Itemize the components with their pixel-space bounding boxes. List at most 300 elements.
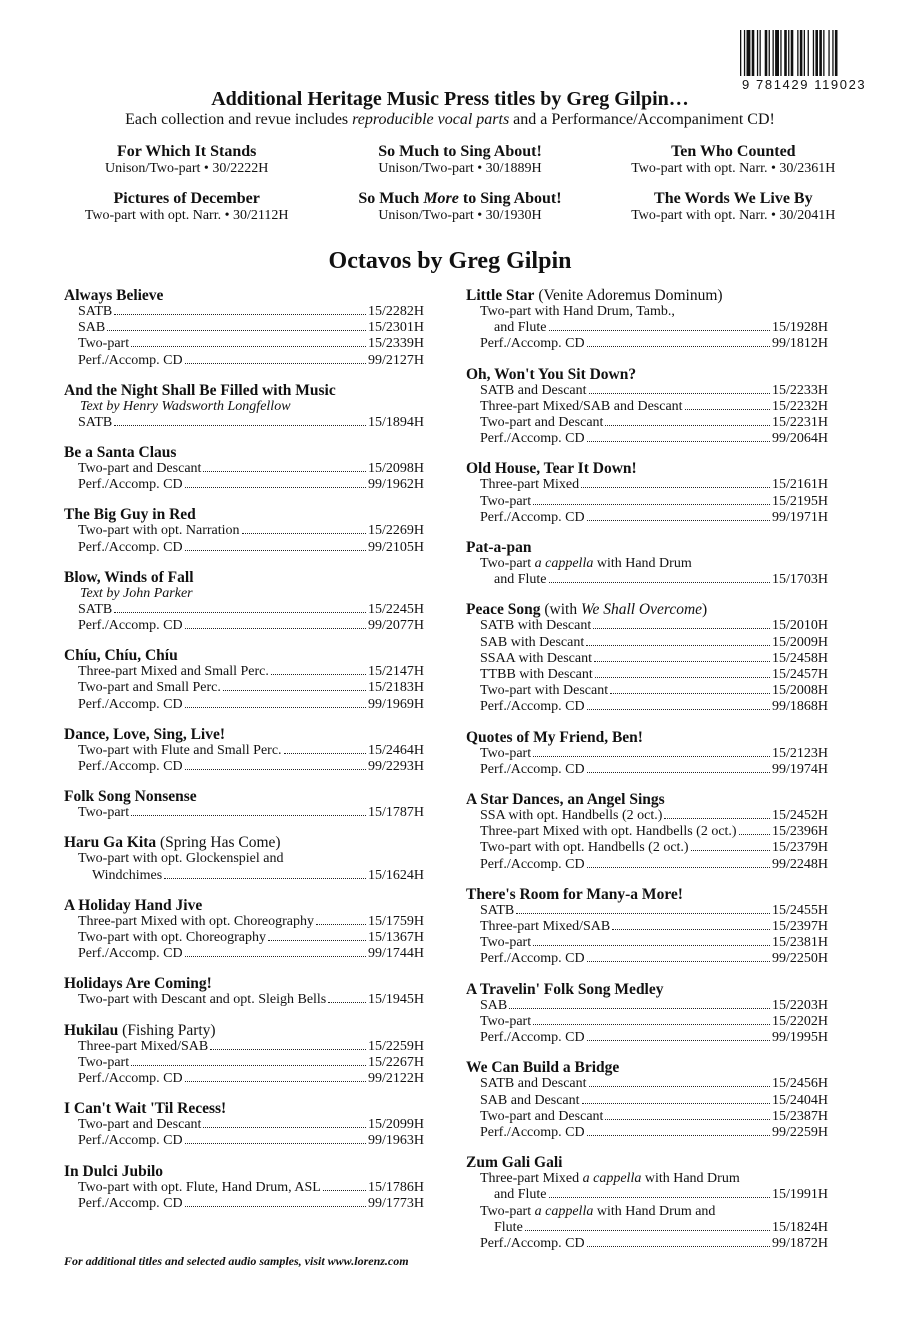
- octavo-line: [64, 1196, 424, 1212]
- dot-leader: [323, 1190, 366, 1191]
- dot-leader: [164, 878, 366, 879]
- octavo-voicing: Perf./Accomp. CD: [480, 509, 585, 525]
- octavo-voicing: Perf./Accomp. CD: [480, 1235, 585, 1251]
- barcode-bar: [791, 30, 794, 76]
- octavo-line: [466, 1236, 828, 1252]
- barcode-bar: [804, 30, 805, 76]
- octavo-code: 15/2458H: [772, 650, 828, 666]
- octavo-code: 15/2231H: [772, 415, 828, 431]
- octavo-voicing: Perf./Accomp. CD: [78, 759, 183, 775]
- octavo-line: [466, 635, 828, 651]
- octavo-code: 15/1759H: [368, 913, 424, 929]
- dot-leader: [114, 314, 366, 315]
- octavo-voicing: TTBB with Descant: [480, 667, 593, 683]
- barcode-bar: [815, 30, 818, 76]
- collection-item: [50, 190, 323, 224]
- dot-leader: [185, 487, 366, 488]
- octavo-entry: [64, 975, 424, 1008]
- octavo-voicing: Two-part: [480, 493, 532, 509]
- dot-leader: [549, 330, 771, 331]
- octavo-code: 15/1945H: [368, 992, 424, 1008]
- octavo-line: [466, 667, 828, 683]
- octavo-title: The Big Guy in Red: [64, 506, 196, 524]
- octavo-voicing: Perf./Accomp. CD: [480, 1030, 585, 1046]
- octavo-code: 15/2008H: [772, 683, 828, 699]
- octavo-line: [64, 1133, 424, 1149]
- octavo-voicing: Perf./Accomp. CD: [480, 1124, 585, 1140]
- octavo-voicing: Perf./Accomp. CD: [78, 477, 183, 493]
- octavo-voicing: Perf./Accomp. CD: [480, 951, 585, 967]
- octavo-title: Pat-a-pan: [466, 539, 532, 557]
- dot-leader: [525, 1230, 770, 1231]
- octavo-voicing: Perf./Accomp. CD: [480, 431, 585, 447]
- octavo-line: [64, 477, 424, 493]
- octavo-voicing-text: Two-part a cappella with Hand Drum: [480, 556, 692, 572]
- dot-leader: [533, 756, 770, 757]
- octavo-code: 99/1773H: [368, 1195, 424, 1211]
- octavo-title: Haru Ga Kita (Spring Has Come): [64, 834, 281, 852]
- octavo-title: In Dulci Jubilo: [64, 1162, 164, 1180]
- octavo-voicing: Perf./Accomp. CD: [78, 1133, 183, 1149]
- octavo-entry: [466, 886, 828, 968]
- octavo-line: [466, 494, 828, 510]
- dot-leader: [533, 504, 770, 505]
- collection-title: Ten Who Counted: [671, 143, 796, 160]
- octavo-voicing: Two-part and Descant: [480, 1108, 604, 1124]
- octavo-title: Oh, Won't You Sit Down?: [466, 365, 637, 383]
- octavo-line: [466, 857, 828, 873]
- octavo-line: [466, 415, 828, 431]
- octavo-voicing: SAB with Descant: [480, 634, 585, 650]
- octavo-entry: [64, 834, 424, 883]
- collection-item: [323, 143, 596, 177]
- barcode-bar: [808, 30, 809, 76]
- octavo-voicing: Two-part with opt. Handbells (2 oct.): [480, 840, 689, 856]
- octavo-line: [466, 1030, 828, 1046]
- octavo-line: [466, 919, 828, 935]
- octavo-entry: [64, 444, 424, 493]
- dot-leader: [587, 867, 770, 868]
- dot-leader: [581, 487, 770, 488]
- octavo-line: [64, 1071, 424, 1087]
- dot-leader: [242, 533, 366, 534]
- octavo-code: 15/1991H: [772, 1187, 828, 1203]
- collection-desc: Unison/Two-part • 30/2222H: [104, 161, 269, 176]
- octavo-entry: [64, 506, 424, 555]
- octavo-code: 15/1787H: [368, 805, 424, 821]
- octavo-voicing: SATB with Descant: [480, 618, 592, 634]
- collection-item: [50, 143, 323, 177]
- octavo-line: [64, 461, 424, 477]
- octavo-line: [64, 664, 424, 680]
- octavo-line: [466, 399, 828, 415]
- octavo-entry: [466, 460, 828, 526]
- octavo-code: 15/2457H: [772, 667, 828, 683]
- octavo-voicing: Perf./Accomp. CD: [78, 1195, 183, 1211]
- collection-title: So Much More to Sing About!: [358, 190, 562, 207]
- dot-leader: [516, 913, 770, 914]
- octavo-voicing: Two-part with opt. Flute, Hand Drum, ASL: [78, 1179, 321, 1195]
- octavo-voicing-text: Two-part with opt. Glockenspiel and: [78, 851, 284, 867]
- octavo-voicing: SATB: [78, 414, 113, 430]
- barcode-bar: [740, 30, 741, 76]
- octavo-code: 15/1824H: [772, 1219, 828, 1235]
- collection-title: The Words We Live By: [654, 190, 813, 207]
- octavo-code: 15/2010H: [772, 618, 828, 634]
- octavo-entry: [64, 726, 424, 775]
- octavo-line: [64, 759, 424, 775]
- octavo-line: [64, 868, 424, 884]
- octavo-line: [466, 1109, 828, 1125]
- octavo-title: Hukilau (Fishing Party): [64, 1021, 216, 1039]
- octavo-subtitle: (with We Shall Overcome): [540, 601, 708, 619]
- barcode-bar: [752, 30, 755, 76]
- octavo-voicing: Two-part: [78, 805, 130, 821]
- octavo-line: [64, 697, 424, 713]
- dot-leader: [587, 1246, 770, 1247]
- octavo-title: Little Star (Venite Adoremus Dominum): [466, 287, 723, 304]
- octavo-code: 15/2282H: [368, 304, 424, 319]
- octavo-line: [64, 415, 424, 431]
- octavo-code: 99/1812H: [772, 336, 828, 352]
- dot-leader: [185, 1206, 366, 1207]
- collection-title: For Which It Stands: [116, 143, 257, 160]
- barcode-bar: [784, 30, 787, 76]
- octavo-code: 15/2269H: [368, 523, 424, 539]
- dot-leader: [610, 693, 770, 694]
- octavo-entry: [466, 601, 828, 715]
- octavo-line: [64, 1055, 424, 1071]
- dot-leader: [131, 346, 366, 347]
- octavo-voicing: Two-part: [480, 935, 532, 951]
- octavo-code: 15/2452H: [772, 808, 828, 824]
- octavo-entry: [466, 287, 828, 353]
- octavo-code: 15/2404H: [772, 1092, 828, 1108]
- octavo-title: A Travelin' Folk Song Medley: [466, 980, 664, 998]
- octavo-entry: [64, 897, 424, 963]
- dot-leader: [586, 645, 770, 646]
- octavo-voicing: Three-part Mixed and Small Perc.: [78, 664, 269, 680]
- octavo-line: [466, 998, 828, 1014]
- octavo-voicing: Perf./Accomp. CD: [78, 618, 183, 634]
- octavo-title: Old House, Tear It Down!: [466, 460, 637, 478]
- dot-leader: [185, 956, 366, 957]
- octavo-line: [466, 1076, 828, 1092]
- octavo-code: 99/2064H: [772, 431, 828, 447]
- octavo-line: [466, 383, 828, 399]
- dot-leader: [316, 924, 366, 925]
- dot-leader: [533, 1024, 770, 1025]
- octavo-voicing: SSA with opt. Handbells (2 oct.): [480, 808, 663, 824]
- dot-leader: [284, 753, 366, 754]
- dot-leader: [587, 1135, 770, 1136]
- collection-desc: Unison/Two-part • 30/1930H: [378, 208, 542, 223]
- octavo-code: 15/2203H: [772, 997, 828, 1013]
- octavo-title: And the Night Shall Be Filled with Music: [64, 381, 336, 399]
- dot-leader: [203, 471, 366, 472]
- dot-leader: [549, 1197, 771, 1198]
- octavo-line: [64, 618, 424, 634]
- octavo-line: [64, 320, 424, 336]
- octavo-code: 15/2245H: [368, 601, 424, 617]
- octavo-line: [466, 431, 828, 447]
- page-heading: Additional Heritage Music Press titles by Greg Gilpin…: [211, 88, 689, 110]
- octavo-line: [466, 1093, 828, 1109]
- octavo-entry: [64, 1163, 424, 1212]
- dot-leader: [605, 425, 770, 426]
- barcode-bar: [780, 30, 781, 76]
- octavo-voicing: Three-part Mixed/SAB and Descant: [480, 398, 683, 414]
- octavo-voicing: Perf./Accomp. CD: [480, 699, 585, 715]
- octavo-line: [466, 935, 828, 951]
- octavo-voicing: Perf./Accomp. CD: [78, 1071, 183, 1087]
- octavo-entry: [466, 1059, 828, 1141]
- dot-leader: [595, 677, 770, 678]
- dot-leader: [605, 1119, 770, 1120]
- dot-leader: [533, 945, 770, 946]
- octavo-voicing: Two-part with Flute and Small Perc.: [78, 742, 282, 758]
- octavo-line: [466, 699, 828, 715]
- dot-leader: [271, 674, 366, 675]
- dot-leader: [691, 850, 770, 851]
- octavo-voicing: SSAA with Descant: [480, 650, 592, 666]
- octavo-code: 99/1974H: [772, 761, 828, 777]
- octavo-voicing: Windchimes: [92, 867, 163, 883]
- octavo-code: 15/2232H: [772, 398, 828, 414]
- octavo-subtitle: (Spring Has Come): [156, 834, 281, 852]
- dot-leader: [185, 769, 366, 770]
- octavo-title: There's Room for Many-a More!: [466, 885, 683, 903]
- dot-leader: [589, 393, 770, 394]
- octavo-line: [466, 572, 828, 588]
- octavo-line: [64, 523, 424, 539]
- barcode-bar: [765, 30, 768, 76]
- octavo-code: 15/2455H: [772, 902, 828, 918]
- dot-leader: [587, 772, 770, 773]
- octavo-voicing: Two-part: [78, 336, 130, 352]
- octavo-voicing-text: Two-part a cappella with Hand Drum and: [480, 1203, 716, 1219]
- dot-leader: [268, 940, 366, 941]
- octavo-code: 99/2077H: [368, 618, 424, 634]
- octavo-code: 99/1744H: [368, 946, 424, 962]
- collection-title: Pictures of December: [113, 190, 260, 207]
- barcode-bar: [769, 30, 770, 76]
- octavo-voicing: SAB: [480, 997, 508, 1013]
- barcode-bar: [788, 30, 789, 76]
- octavo-code: 99/2293H: [368, 759, 424, 775]
- octavo-code: 99/1971H: [772, 509, 828, 525]
- collection-item: [597, 143, 870, 177]
- octavo-title: Blow, Winds of Fall: [64, 568, 194, 586]
- octavo-voicing: and Flute: [494, 572, 547, 588]
- octavo-entry: [64, 569, 424, 634]
- octavo-entry: [64, 788, 424, 821]
- octavo-title: We Can Build a Bridge: [466, 1059, 620, 1077]
- barcode-number: 9 781429 119023: [742, 77, 867, 92]
- octavo-line: [466, 808, 828, 824]
- octavo-code: 15/2147H: [368, 664, 424, 680]
- dot-leader: [114, 425, 366, 426]
- octavo-code: 15/2161H: [772, 477, 828, 493]
- octavo-code: 15/2379H: [772, 840, 828, 856]
- octavo-entry: [466, 791, 828, 873]
- dot-leader: [210, 1049, 366, 1050]
- octavo-code: 15/2381H: [772, 935, 828, 951]
- page-subheading: Each collection and revue includes reproducible vocal parts and a Performance/Accompaniment CD!: [125, 111, 775, 128]
- octavo-code: 99/1962H: [368, 477, 424, 493]
- barcode-bar: [835, 30, 838, 76]
- octavo-title: Be a Santa Claus: [64, 444, 177, 462]
- octavo-entry: [64, 287, 424, 369]
- octavo-voicing: Three-part Mixed/SAB: [78, 1038, 209, 1054]
- dot-leader: [612, 929, 770, 930]
- dot-leader: [593, 628, 770, 629]
- barcode-bar: [747, 30, 751, 76]
- octavo-title: Chíu, Chíu, Chíu: [64, 647, 178, 665]
- dot-leader: [587, 346, 770, 347]
- octavo-title: A Holiday Hand Jive: [64, 896, 203, 914]
- octavo-voicing: Two-part and Descant: [78, 461, 202, 477]
- octavo-code: 15/1624H: [368, 867, 424, 883]
- octavo-line: [466, 1125, 828, 1141]
- barcode-bar: [823, 30, 824, 76]
- collection-desc: Unison/Two-part • 30/1889H: [378, 161, 542, 176]
- octavo-voicing: Flute: [494, 1219, 523, 1235]
- octavo-code: 15/1703H: [772, 572, 828, 588]
- octavo-line: [64, 1117, 424, 1133]
- octavo-voicing: Two-part and Descant: [480, 415, 604, 431]
- barcode-bar: [832, 30, 833, 76]
- collection-desc: Two-part with opt. Narr. • 30/2361H: [631, 161, 836, 176]
- collection-desc: Two-part with opt. Narr. • 30/2041H: [631, 208, 836, 223]
- octavo-code: 15/2387H: [772, 1108, 828, 1124]
- octavo-line: [466, 951, 828, 967]
- octavo-code: 15/1894H: [368, 414, 424, 430]
- octavo-title: Zum Gali Gali: [466, 1154, 563, 1172]
- octavo-title: Peace Song (with We Shall Overcome): [466, 601, 708, 619]
- octavo-code: 99/2259H: [772, 1124, 828, 1140]
- octavo-voicing-text: Three-part Mixed a cappella with Hand Drum: [480, 1171, 740, 1187]
- octavo-voicing: Two-part: [480, 1013, 532, 1029]
- dot-leader: [509, 1008, 770, 1009]
- octavo-line: [466, 840, 828, 856]
- octavo-text-credit: Text by John Parker: [80, 585, 193, 601]
- octavo-line: [466, 1187, 828, 1203]
- octavo-line: [466, 510, 828, 526]
- octavo-voicing: Perf./Accomp. CD: [480, 336, 585, 352]
- octavo-voicing: Two-part with opt. Narration: [78, 523, 240, 539]
- octavo-title: I Can't Wait 'Til Recess!: [64, 1100, 227, 1118]
- octavo-line: [64, 930, 424, 946]
- octavo-voicing: Perf./Accomp. CD: [78, 946, 183, 962]
- octavo-line: [466, 651, 828, 667]
- dot-leader: [185, 1143, 366, 1144]
- barcode-bar: [760, 30, 761, 76]
- octavo-title: Folk Song Nonsense: [64, 788, 197, 806]
- octavo-line: [466, 746, 828, 762]
- dot-leader: [587, 441, 770, 442]
- octavo-entry: [466, 539, 828, 588]
- dot-leader: [587, 709, 770, 710]
- dot-leader: [664, 818, 770, 819]
- barcode-bar: [819, 30, 822, 76]
- octavo-code: 99/2248H: [772, 856, 828, 872]
- octavo-code: 99/1995H: [772, 1030, 828, 1046]
- octavo-line: [64, 914, 424, 930]
- octavo-voicing: SATB and Descant: [480, 382, 587, 398]
- dot-leader: [131, 1065, 366, 1066]
- octavo-entry: [64, 382, 424, 431]
- octavo-voicing: Two-part and Small Perc.: [78, 680, 221, 696]
- octavo-code: 15/2301H: [368, 320, 424, 336]
- octavo-line: [466, 477, 828, 493]
- octavo-title: Holidays Are Coming!: [64, 975, 212, 993]
- collection-item: [597, 190, 870, 224]
- octavo-code: 99/2250H: [772, 951, 828, 967]
- barcode-bar: [828, 30, 829, 76]
- octavo-code: 99/1969H: [368, 696, 424, 712]
- dot-leader: [223, 690, 366, 691]
- dot-leader: [582, 1103, 770, 1104]
- octavo-title: Dance, Love, Sing, Live!: [64, 725, 226, 743]
- octavo-column-left: [64, 287, 424, 1225]
- octavo-line: [64, 946, 424, 962]
- barcode-bar: [775, 30, 779, 76]
- barcode-bar: [797, 30, 798, 76]
- octavo-code: 15/2202H: [772, 1013, 828, 1029]
- octavo-voicing: Two-part and Descant: [78, 1117, 202, 1133]
- octavo-line: [64, 353, 424, 369]
- octavo-line: [466, 336, 828, 352]
- dot-leader: [185, 707, 366, 708]
- octavo-entry: [466, 1154, 828, 1252]
- barcode-bar: [757, 30, 758, 76]
- octavo-voicing: SAB and Descant: [480, 1092, 580, 1108]
- barcode-bar: [813, 30, 814, 76]
- octavo-line: [466, 683, 828, 699]
- octavo-voicing: Perf./Accomp. CD: [480, 761, 585, 777]
- octavo-column-right: [466, 287, 828, 1265]
- octavo-voicing: and Flute: [494, 1187, 547, 1203]
- octavo-code: 15/2339H: [368, 336, 424, 352]
- octavo-entry: [64, 1100, 424, 1149]
- octavo-line: [466, 1014, 828, 1030]
- octavo-code: 15/2233H: [772, 382, 828, 398]
- octavo-code: 99/1868H: [772, 699, 828, 715]
- octavo-code: 15/2183H: [368, 680, 424, 696]
- octavo-line: [466, 1220, 828, 1236]
- octavo-code: 15/2456H: [772, 1076, 828, 1092]
- octavos-heading: Octavos by Greg Gilpin: [328, 248, 572, 274]
- footer-note: For additional titles and selected audio samples, visit www.lorenz.com: [64, 1254, 409, 1268]
- octavo-subtitle: (Fishing Party): [118, 1021, 216, 1039]
- octavo-voicing: Two-part: [480, 745, 532, 761]
- octavo-title: A Star Dances, an Angel Sings: [466, 791, 665, 809]
- dot-leader: [185, 550, 366, 551]
- octavo-line: [466, 320, 828, 336]
- collections-grid: [50, 143, 870, 224]
- collection-title: So Much to Sing About!: [378, 143, 542, 160]
- octavo-voicing: SAB: [78, 320, 106, 336]
- barcode-bar: [744, 30, 745, 76]
- octavo-line: [64, 805, 424, 821]
- octavo-voicing: SATB: [78, 304, 113, 319]
- octavo-code: 99/1963H: [368, 1133, 424, 1149]
- octavo-line: [64, 992, 424, 1008]
- octavo-voicing: Perf./Accomp. CD: [78, 352, 183, 368]
- octavo-code: 99/2105H: [368, 539, 424, 555]
- octavo-entry: [64, 647, 424, 713]
